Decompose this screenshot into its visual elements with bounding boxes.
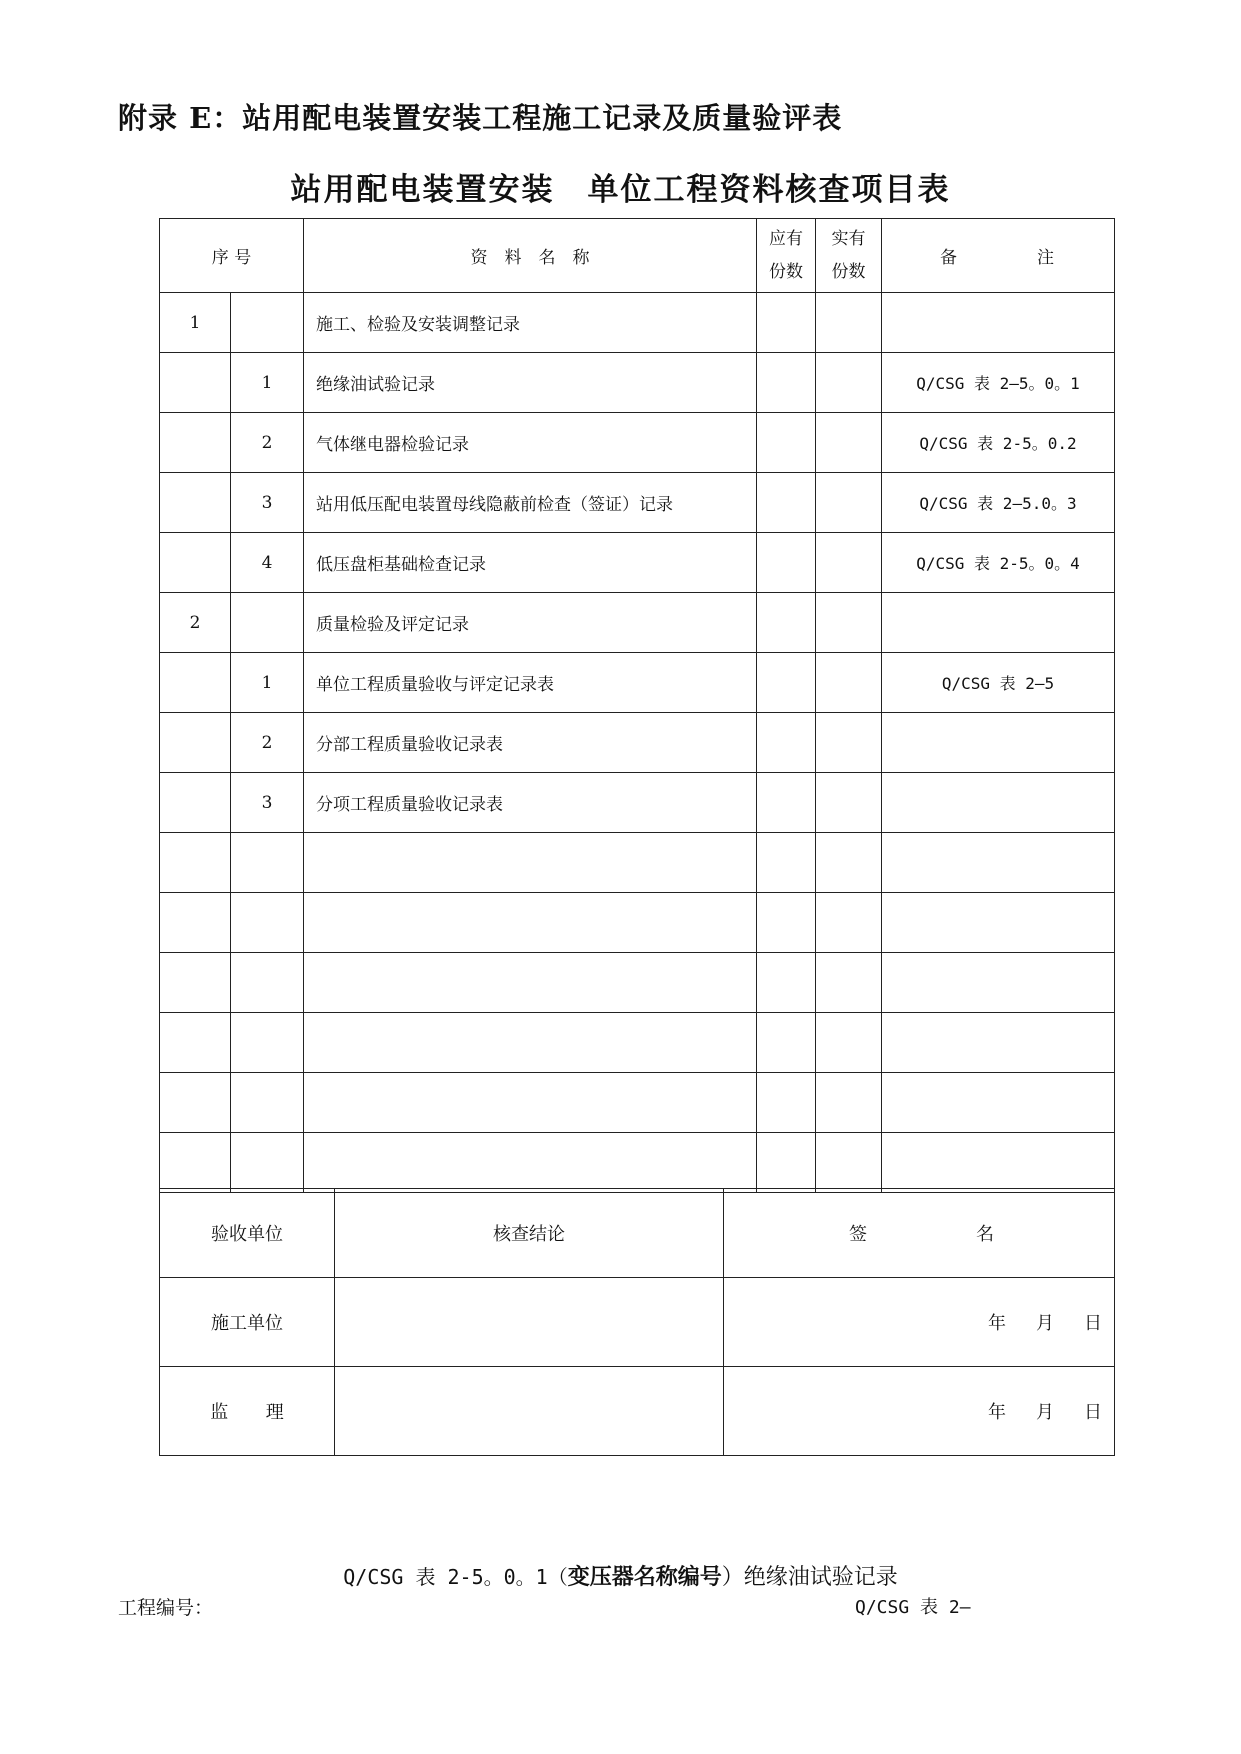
table-row: [160, 653, 1115, 713]
header-required-line2: 份数: [769, 261, 803, 282]
row-remark: Q/CSG 表 2—5: [882, 653, 1115, 713]
row-number: [160, 953, 231, 1013]
row-sub-number: [231, 893, 304, 953]
date-year: 年: [988, 1313, 1006, 1334]
sign-unit-construction: 施工单位: [160, 1278, 335, 1367]
row-number: [160, 893, 231, 953]
table-row: [160, 833, 1115, 893]
row-document-name: [304, 1133, 757, 1193]
sign-off-table: [159, 1188, 1115, 1456]
row-remark: [882, 893, 1115, 953]
row-remark: Q/CSG 表 2—5。0。1: [882, 353, 1115, 413]
row-required-count[interactable]: [757, 593, 816, 653]
row-sub-number: 3: [231, 773, 304, 833]
row-remark: [882, 833, 1115, 893]
table-row: [160, 893, 1115, 953]
row-sub-number: 1: [231, 353, 304, 413]
caption-suffix: ）绝缘油试验记录: [721, 1565, 898, 1590]
row-sub-number: [231, 1013, 304, 1073]
header-actual-line2: 份数: [831, 261, 866, 282]
table-row: [160, 413, 1115, 473]
table-row: [160, 953, 1115, 1013]
sign-unit-supervision: [160, 1367, 335, 1456]
project-number-label: 工程编号：: [118, 1597, 214, 1619]
table-row: [160, 353, 1115, 413]
row-actual-count[interactable]: [816, 1073, 882, 1133]
sign-conclusion-cell[interactable]: [335, 1278, 724, 1367]
row-number: [160, 773, 231, 833]
row-remark: [882, 713, 1115, 773]
row-actual-count[interactable]: [816, 893, 882, 953]
document-checklist-table: [159, 218, 1115, 1193]
row-required-count[interactable]: [757, 353, 816, 413]
row-remark: [882, 773, 1115, 833]
row-number: [160, 473, 231, 533]
row-document-name: 分部工程质量验收记录表: [304, 713, 757, 773]
header-seq: 序 号: [160, 219, 304, 293]
sign-header-unit: 验收单位: [160, 1189, 335, 1278]
row-actual-count[interactable]: [816, 353, 882, 413]
row-sub-number: [231, 1073, 304, 1133]
supervision-char1: 监: [210, 1402, 229, 1423]
sign-header-conclusion: 核查结论: [335, 1189, 724, 1278]
sign-signature-cell[interactable]: [724, 1278, 1115, 1367]
row-remark: [882, 593, 1115, 653]
row-number: [160, 1073, 231, 1133]
row-required-count[interactable]: [757, 953, 816, 1013]
row-required-count[interactable]: [757, 773, 816, 833]
row-sub-number: 2: [231, 413, 304, 473]
row-actual-count[interactable]: [816, 473, 882, 533]
table-row: [160, 593, 1115, 653]
header-name: 资 料 名 称: [304, 219, 757, 293]
date-day: 日: [1084, 1402, 1102, 1423]
row-actual-count[interactable]: [816, 413, 882, 473]
row-required-count[interactable]: [757, 1133, 816, 1193]
row-number: 2: [160, 593, 231, 653]
row-actual-count[interactable]: [816, 773, 882, 833]
header-remark-char1: 备: [940, 248, 957, 268]
table-row: [160, 713, 1115, 773]
row-actual-count[interactable]: [816, 1133, 882, 1193]
table-row: [160, 533, 1115, 593]
row-document-name: [304, 1013, 757, 1073]
row-sub-number: [231, 1133, 304, 1193]
row-actual-count[interactable]: [816, 593, 882, 653]
row-document-name: [304, 953, 757, 1013]
row-document-name: 绝缘油试验记录: [304, 353, 757, 413]
form-number: Q/CSG 表 2—: [855, 1597, 971, 1618]
sign-header-char1: 签: [849, 1224, 867, 1245]
table-row: [160, 1013, 1115, 1073]
row-number: 1: [160, 293, 231, 353]
row-document-name: 单位工程质量验收与评定记录表: [304, 653, 757, 713]
row-remark: [882, 1133, 1115, 1193]
row-required-count[interactable]: [757, 293, 816, 353]
row-number: [160, 1013, 231, 1073]
row-required-count[interactable]: [757, 833, 816, 893]
table-title: 站用配电装置安装 单位工程资料核查项目表: [290, 172, 951, 208]
row-required-count[interactable]: [757, 1013, 816, 1073]
header-remark: [882, 219, 1115, 293]
sign-conclusion-cell[interactable]: [335, 1367, 724, 1456]
header-actual-line1: 实有: [831, 228, 866, 249]
row-document-name: [304, 1073, 757, 1133]
sign-row-supervision: [160, 1367, 1115, 1456]
caption-transformer-name: 变压器名称编号: [567, 1564, 722, 1590]
sign-header-char2: 名: [976, 1224, 994, 1245]
row-document-name: [304, 893, 757, 953]
row-remark: [882, 1073, 1115, 1133]
row-remark: Q/CSG 表 2-5。0。4: [882, 533, 1115, 593]
row-sub-number: [231, 593, 304, 653]
row-sub-number: [231, 833, 304, 893]
row-sub-number: 4: [231, 533, 304, 593]
row-number: [160, 833, 231, 893]
row-actual-count[interactable]: [816, 653, 882, 713]
table-row: [160, 773, 1115, 833]
row-document-name: [304, 833, 757, 893]
row-document-name: 施工、检验及安装调整记录: [304, 293, 757, 353]
row-sub-number: 1: [231, 653, 304, 713]
row-required-count[interactable]: [757, 893, 816, 953]
table-row: [160, 1133, 1115, 1193]
row-required-count[interactable]: [757, 473, 816, 533]
row-remark: [882, 293, 1115, 353]
table-row: [160, 473, 1115, 533]
date-day: 日: [1084, 1313, 1102, 1334]
sign-header-signature: [724, 1189, 1115, 1278]
row-required-count[interactable]: [757, 713, 816, 773]
row-remark: Q/CSG 表 2—5.0。3: [882, 473, 1115, 533]
row-document-name: 质量检验及评定记录: [304, 593, 757, 653]
row-actual-count[interactable]: [816, 713, 882, 773]
row-document-name: 分项工程质量验收记录表: [304, 773, 757, 833]
next-form-caption: [0, 1560, 1241, 1591]
row-sub-number: 2: [231, 713, 304, 773]
row-actual-count[interactable]: [816, 833, 882, 893]
row-remark: [882, 1013, 1115, 1073]
row-required-count[interactable]: [757, 653, 816, 713]
row-actual-count[interactable]: [816, 953, 882, 1013]
row-required-count[interactable]: [757, 413, 816, 473]
row-number: [160, 653, 231, 713]
header-actual-count: [816, 219, 882, 293]
header-required-line1: 应有: [769, 228, 803, 249]
row-number: [160, 413, 231, 473]
row-sub-number: [231, 293, 304, 353]
sign-signature-cell[interactable]: [724, 1367, 1115, 1456]
row-number: [160, 713, 231, 773]
row-document-name: 低压盘柜基础检查记录: [304, 533, 757, 593]
sign-row-construction: [160, 1278, 1115, 1367]
row-document-name: 气体继电器检验记录: [304, 413, 757, 473]
row-number: [160, 353, 231, 413]
row-number: [160, 1133, 231, 1193]
row-remark: [882, 953, 1115, 1013]
appendix-title: 附录 E：站用配电装置安装工程施工记录及质量验评表: [118, 101, 843, 135]
header-remark-char2: 注: [1037, 248, 1054, 268]
header-required-count: [757, 219, 816, 293]
row-document-name: 站用低压配电装置母线隐蔽前检查（签证）记录: [304, 473, 757, 533]
date-month: 月: [1036, 1402, 1054, 1423]
supervision-char2: 理: [265, 1402, 284, 1423]
row-required-count[interactable]: [757, 1073, 816, 1133]
row-number: [160, 533, 231, 593]
sign-header-row: [160, 1189, 1115, 1278]
row-actual-count[interactable]: [816, 293, 882, 353]
row-actual-count[interactable]: [816, 1013, 882, 1073]
row-actual-count[interactable]: [816, 533, 882, 593]
row-required-count[interactable]: [757, 533, 816, 593]
row-remark: Q/CSG 表 2-5。0.2: [882, 413, 1115, 473]
row-sub-number: [231, 953, 304, 1013]
table-row: [160, 293, 1115, 353]
table-header-row: [160, 219, 1115, 293]
row-sub-number: 3: [231, 473, 304, 533]
table-row: [160, 1073, 1115, 1133]
date-month: 月: [1036, 1313, 1054, 1334]
caption-prefix: Q/CSG 表 2-5。0。1（: [343, 1565, 568, 1589]
date-year: 年: [988, 1402, 1006, 1423]
